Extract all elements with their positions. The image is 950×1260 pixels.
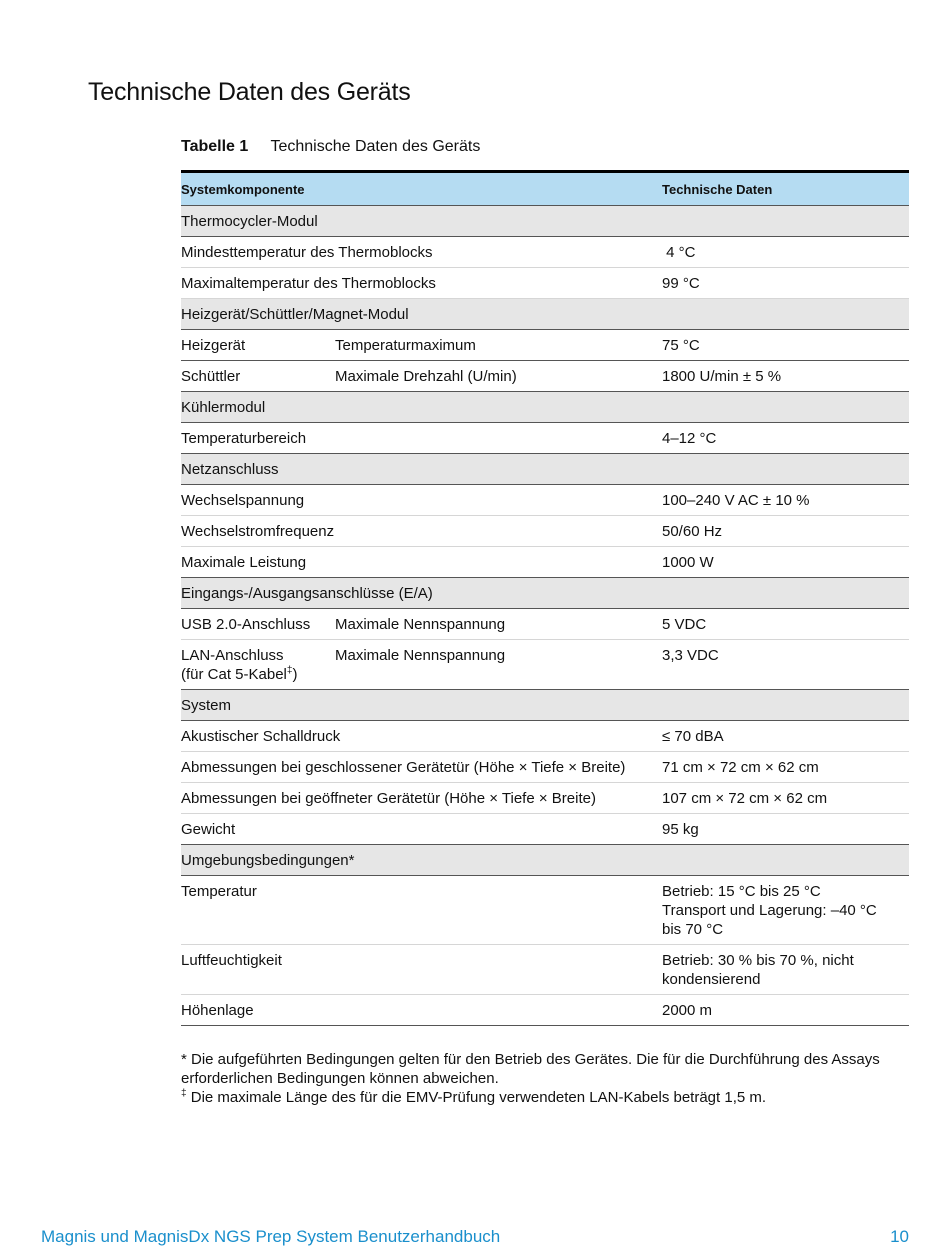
table-row xyxy=(181,640,909,690)
value-line: bis 70 °C xyxy=(662,921,724,938)
table-row xyxy=(181,237,909,268)
component-label: Temperatur xyxy=(181,883,257,900)
page-title: Technische Daten des Geräts xyxy=(88,78,411,106)
footnotes xyxy=(181,1050,909,1107)
component-label: Schüttler xyxy=(181,368,241,385)
footnote-asterisk-line2: erforderlichen Bedingungen können abweichen. xyxy=(181,1070,499,1087)
component-label: Luftfeuchtigkeit xyxy=(181,952,282,969)
component-label: LAN-Anschluss xyxy=(181,647,284,664)
value-cell xyxy=(662,721,909,752)
section-row xyxy=(181,206,909,237)
section-label: Umgebungsbedingungen* xyxy=(181,845,909,876)
table-row xyxy=(181,995,909,1026)
value-text: 71 cm × 72 cm × 62 cm xyxy=(662,759,819,776)
value-cell xyxy=(662,783,909,814)
component-label: Mindesttemperatur des Thermoblocks xyxy=(181,244,433,261)
footnote-dagger-mark: ‡ xyxy=(181,1088,187,1099)
footnote-dagger xyxy=(181,1088,909,1107)
component-cell xyxy=(181,268,662,299)
parameter-cell: Maximale Drehzahl (U/min) xyxy=(335,361,662,392)
component-label: Temperaturbereich xyxy=(181,430,307,447)
value-text: 1000 W xyxy=(662,554,714,571)
value-text: 100–240 V AC ± 10 % xyxy=(662,492,810,509)
section-row xyxy=(181,578,909,609)
component-cell xyxy=(181,640,335,690)
table-row xyxy=(181,876,909,945)
component-cell xyxy=(181,752,662,783)
component-cell xyxy=(181,721,662,752)
value-text: 1800 U/min ± 5 % xyxy=(662,368,782,385)
footnote-dagger-text: Die maximale Länge des für die EMV-Prüfung verwendeten LAN-Kabels beträgt 1,5 m. xyxy=(186,1089,767,1106)
table-body xyxy=(181,206,909,1026)
component-sublabel-end: ) xyxy=(292,666,298,683)
table-row xyxy=(181,330,909,361)
table-row xyxy=(181,609,909,640)
specifications-table xyxy=(181,170,909,1026)
value-cell xyxy=(662,752,909,783)
component-cell xyxy=(181,330,335,361)
component-cell xyxy=(181,783,662,814)
component-cell xyxy=(181,609,335,640)
value-cell xyxy=(662,237,909,268)
component-label: Gewicht xyxy=(181,821,236,838)
value-text: 107 cm × 72 cm × 62 cm xyxy=(662,790,828,807)
value-cell xyxy=(662,876,909,945)
section-row xyxy=(181,690,909,721)
value-cell xyxy=(662,361,909,392)
table-header-row xyxy=(181,172,909,206)
value-cell xyxy=(662,547,909,578)
value-cell xyxy=(662,640,909,690)
value-text: ≤ 70 dBA xyxy=(662,728,724,745)
value-text: 99 °C xyxy=(662,275,700,292)
footnote-ref-dagger: ‡ xyxy=(286,665,293,676)
value-cell xyxy=(662,330,909,361)
value-text: 3,3 VDC xyxy=(662,647,719,664)
component-label: Maximale Leistung xyxy=(181,554,307,571)
component-cell xyxy=(181,876,662,945)
parameter-cell: Maximale Nennspannung xyxy=(335,640,662,690)
component-cell xyxy=(181,995,662,1026)
component-cell xyxy=(181,945,662,995)
value-cell xyxy=(662,609,909,640)
table-row xyxy=(181,547,909,578)
table-row xyxy=(181,423,909,454)
value-cell xyxy=(662,945,909,995)
component-cell xyxy=(181,516,662,547)
section-label: Eingangs-/Ausgangsanschlüsse (E/A) xyxy=(181,578,909,609)
section-label: Thermocycler-Modul xyxy=(181,206,909,237)
table-row xyxy=(181,361,909,392)
footer-page-number: 10 xyxy=(890,1227,909,1246)
section-row xyxy=(181,392,909,423)
value-cell xyxy=(662,814,909,845)
component-cell xyxy=(181,485,662,516)
value-line: Transport und Lagerung: –40 °C xyxy=(662,902,877,919)
table-row xyxy=(181,516,909,547)
value-text: 95 kg xyxy=(662,821,699,838)
table-row xyxy=(181,485,909,516)
value-text: 5 VDC xyxy=(662,616,707,633)
component-label: Heizgerät xyxy=(181,337,246,354)
component-label: Akustischer Schalldruck xyxy=(181,728,341,745)
header-system-component: Systemkomponente xyxy=(181,172,662,206)
header-technical-data: Technische Daten xyxy=(662,172,909,206)
component-label: Maximaltemperatur des Thermoblocks xyxy=(181,275,436,292)
value-line: Betrieb: 15 °C bis 25 °C xyxy=(662,883,821,900)
table-row xyxy=(181,752,909,783)
footnote-asterisk-line1: * Die aufgeführten Bedingungen gelten für den Betrieb des Gerätes. Die für die Durchführung des Assays xyxy=(181,1051,880,1068)
component-label: Wechselspannung xyxy=(181,492,305,509)
value-text: 4 °C xyxy=(662,244,696,261)
component-cell xyxy=(181,547,662,578)
section-row xyxy=(181,454,909,485)
parameter-cell: Maximale Nennspannung xyxy=(335,609,662,640)
section-label: Heizgerät/Schüttler/Magnet-Modul xyxy=(181,299,909,330)
component-sublabel: (für Cat 5-Kabel xyxy=(181,666,287,683)
section-label: Kühlermodul xyxy=(181,392,909,423)
footer-manual-title: Magnis und MagnisDx NGS Prep System Benutzerhandbuch xyxy=(41,1227,501,1246)
component-cell xyxy=(181,237,662,268)
component-cell xyxy=(181,423,662,454)
value-cell xyxy=(662,516,909,547)
section-label: System xyxy=(181,690,909,721)
value-text: 50/60 Hz xyxy=(662,523,723,540)
value-cell xyxy=(662,268,909,299)
value-text: 2000 m xyxy=(662,1002,713,1019)
component-label: Abmessungen bei geöffneter Gerätetür (Höhe × Tiefe × Breite) xyxy=(181,790,596,807)
table-row xyxy=(181,814,909,845)
parameter-cell: Temperaturmaximum xyxy=(335,330,662,361)
table-caption-text: Technische Daten des Geräts xyxy=(270,138,481,155)
table-caption xyxy=(181,138,480,156)
table-row xyxy=(181,721,909,752)
table-row xyxy=(181,945,909,995)
section-label: Netzanschluss xyxy=(181,454,909,485)
component-label: Höhenlage xyxy=(181,1002,254,1019)
value-text: 75 °C xyxy=(662,337,700,354)
component-cell xyxy=(181,814,662,845)
component-label: Abmessungen bei geschlossener Gerätetür (Höhe × Tiefe × Breite) xyxy=(181,759,626,776)
value-cell xyxy=(662,485,909,516)
value-line: kondensierend xyxy=(662,971,761,988)
component-label: Wechselstromfrequenz xyxy=(181,523,335,540)
component-cell xyxy=(181,361,335,392)
table-row xyxy=(181,783,909,814)
value-line: Betrieb: 30 % bis 70 %, nicht xyxy=(662,952,854,969)
footnote-asterisk xyxy=(181,1050,909,1088)
section-row xyxy=(181,299,909,330)
component-label: USB 2.0-Anschluss xyxy=(181,616,311,633)
table-row xyxy=(181,268,909,299)
value-cell xyxy=(662,423,909,454)
value-cell xyxy=(662,995,909,1026)
value-text: 4–12 °C xyxy=(662,430,717,447)
table-caption-label: Tabelle 1 xyxy=(181,138,249,155)
section-row xyxy=(181,845,909,876)
